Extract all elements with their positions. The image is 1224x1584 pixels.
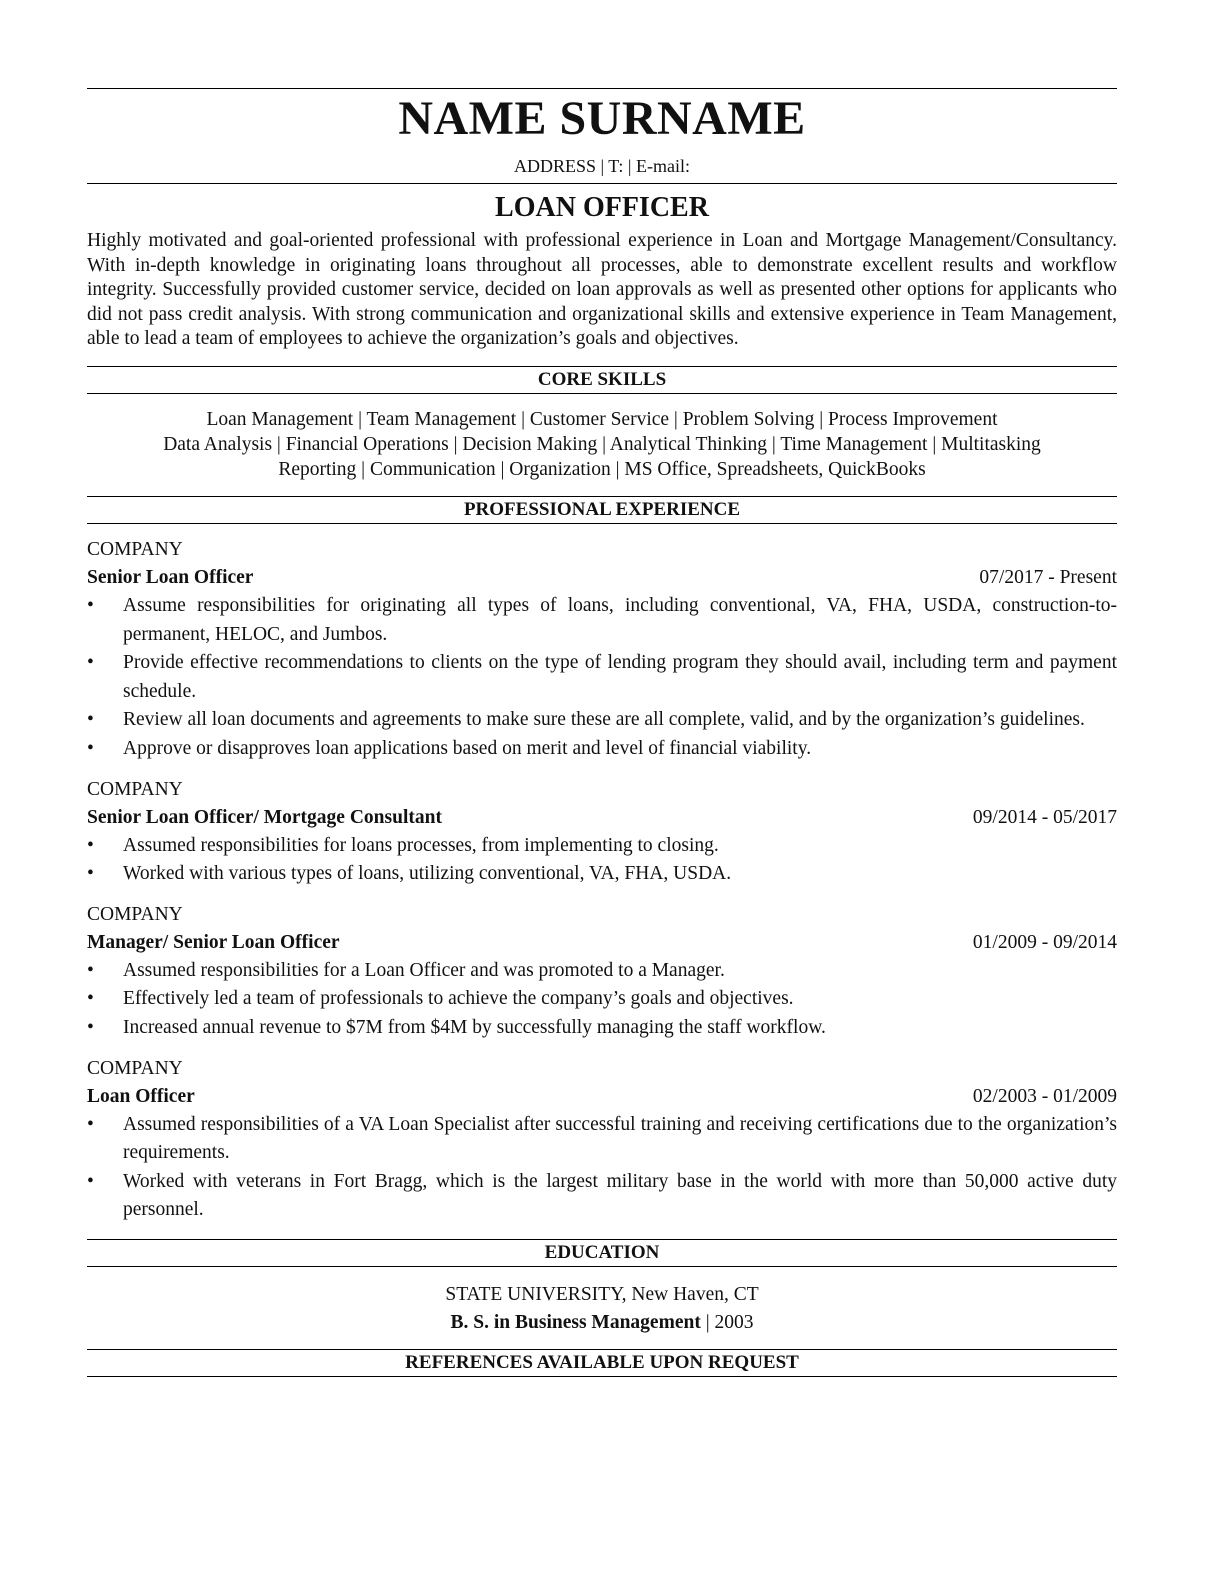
role-title: Manager/ Senior Loan Officer bbox=[87, 931, 340, 953]
bullet-item: • Assumed responsibilities of a VA Loan Specialist after successful training and receiving certifications due to the organization’s requirements. bbox=[87, 1111, 1117, 1168]
candidate-name: NAME SURNAME bbox=[398, 92, 806, 145]
bullet-item: • Assume responsibilities for originating all types of loans, including conventional, VA, FHA, USDA, construction-to-permanent, HELOC, and Jumbos. bbox=[87, 592, 1117, 649]
bullet-icon: • bbox=[87, 594, 94, 616]
role-dates: 01/2009 - 09/2014 bbox=[972, 931, 1117, 953]
section-heading: CORE SKILLS bbox=[537, 368, 667, 390]
professional-summary: Highly motivated and goal-oriented professional with professional experience in Loan and Mortgage Management/Consultancy. With in-depth knowledge in originating loans throughout all processes, able to demonstrate excellent results and workflow integrity. Successfully provided customer service, decided on loan approvals as well as presented other options for applicants who did not pass credit analysis. With strong communication and organizational skills and extensive experience in Team Management, able to lead a team of employees to achieve the organization’s goals and objectives. bbox=[87, 230, 1117, 350]
bullet-icon: • bbox=[87, 834, 94, 856]
role-dates: 09/2014 - 05/2017 bbox=[972, 806, 1117, 828]
role-row bbox=[87, 929, 1117, 957]
bullet-icon: • bbox=[87, 863, 94, 885]
company-name: COMPANY bbox=[87, 903, 183, 925]
skills-line: Data Analysis | Financial Operations | Decision Making | Analytical Thinking | Time Management | Multitasking bbox=[163, 433, 1041, 455]
role-dates: 07/2017 - Present bbox=[979, 566, 1117, 588]
company-name: COMPANY bbox=[87, 1057, 183, 1079]
degree-year: 2003 bbox=[714, 1311, 754, 1333]
references-note: REFERENCES AVAILABLE UPON REQUEST bbox=[405, 1351, 799, 1373]
role-row bbox=[87, 804, 1117, 832]
bullet-item: • Review all loan documents and agreements to make sure these are all complete, valid, and by the organization’s guidelines. bbox=[87, 706, 1117, 735]
role-title: Senior Loan Officer/ Mortgage Consultant bbox=[87, 806, 442, 828]
core-skills-heading bbox=[87, 366, 1117, 394]
bullet-icon: • bbox=[87, 1113, 94, 1135]
contact-line: ADDRESS | T: | E-mail: bbox=[514, 156, 690, 176]
role-row bbox=[87, 564, 1117, 592]
job-bullets bbox=[87, 1111, 1117, 1225]
job-bullets bbox=[87, 832, 1117, 889]
skills-line: Reporting | Communication | Organization | MS Office, Spreadsheets, QuickBooks bbox=[278, 458, 926, 480]
job-title: LOAN OFFICER bbox=[495, 192, 709, 223]
degree-line bbox=[87, 1309, 1117, 1337]
bullet-item: • Worked with veterans in Fort Bragg, which is the largest military base in the world with more than 50,000 active duty personnel. bbox=[87, 1168, 1117, 1225]
bullet-item: • Assumed responsibilities for a Loan Officer and was promoted to a Manager. bbox=[87, 957, 1117, 986]
degree-separator: | bbox=[705, 1311, 710, 1333]
job-entry bbox=[87, 901, 1117, 1043]
resume-page bbox=[87, 88, 1117, 1377]
bullet-icon: • bbox=[87, 652, 94, 674]
job-bullets bbox=[87, 957, 1117, 1043]
bullet-item: • Approve or disapproves loan applications based on merit and level of financial viability. bbox=[87, 735, 1117, 764]
section-heading: PROFESSIONAL EXPERIENCE bbox=[463, 498, 741, 520]
degree-title: B. S. in Business Management bbox=[450, 1311, 701, 1333]
job-bullets bbox=[87, 592, 1117, 764]
job-entry bbox=[87, 536, 1117, 764]
role-row bbox=[87, 1083, 1117, 1111]
experience-heading bbox=[87, 496, 1117, 524]
bullet-item: • Assumed responsibilities for loans processes, from implementing to closing. bbox=[87, 832, 1117, 861]
core-skills-list bbox=[87, 407, 1117, 482]
bullet-icon: • bbox=[87, 737, 94, 759]
bullet-icon: • bbox=[87, 1170, 94, 1192]
contact-rule bbox=[87, 183, 1117, 184]
job-entry bbox=[87, 776, 1117, 889]
bullet-item: • Provide effective recommendations to clients on the type of lending program they should avail, including term and payment schedule. bbox=[87, 649, 1117, 706]
bullet-item: • Worked with various types of loans, utilizing conventional, VA, FHA, USDA. bbox=[87, 860, 1117, 889]
bullet-item: • Increased annual revenue to $7M from $4M by successfully managing the staff workflow. bbox=[87, 1014, 1117, 1043]
education-heading bbox=[87, 1239, 1117, 1267]
references-heading bbox=[87, 1349, 1117, 1377]
bullet-icon: • bbox=[87, 988, 94, 1010]
role-title: Loan Officer bbox=[87, 1085, 195, 1107]
top-rule bbox=[87, 88, 1117, 89]
job-entry bbox=[87, 1055, 1117, 1225]
skills-line: Loan Management | Team Management | Customer Service | Problem Solving | Process Improvement bbox=[206, 408, 998, 430]
role-dates: 02/2003 - 01/2009 bbox=[972, 1085, 1117, 1107]
school-name: STATE UNIVERSITY, New Haven, CT bbox=[445, 1283, 759, 1305]
bullet-icon: • bbox=[87, 1016, 94, 1038]
role-title: Senior Loan Officer bbox=[87, 566, 254, 588]
company-name: COMPANY bbox=[87, 778, 183, 800]
section-heading: EDUCATION bbox=[544, 1241, 660, 1263]
bullet-item: • Effectively led a team of professionals to achieve the company’s goals and objectives. bbox=[87, 985, 1117, 1014]
bullet-icon: • bbox=[87, 959, 94, 981]
company-name: COMPANY bbox=[87, 538, 183, 560]
education-entry bbox=[87, 1281, 1117, 1337]
bullet-icon: • bbox=[87, 709, 94, 731]
